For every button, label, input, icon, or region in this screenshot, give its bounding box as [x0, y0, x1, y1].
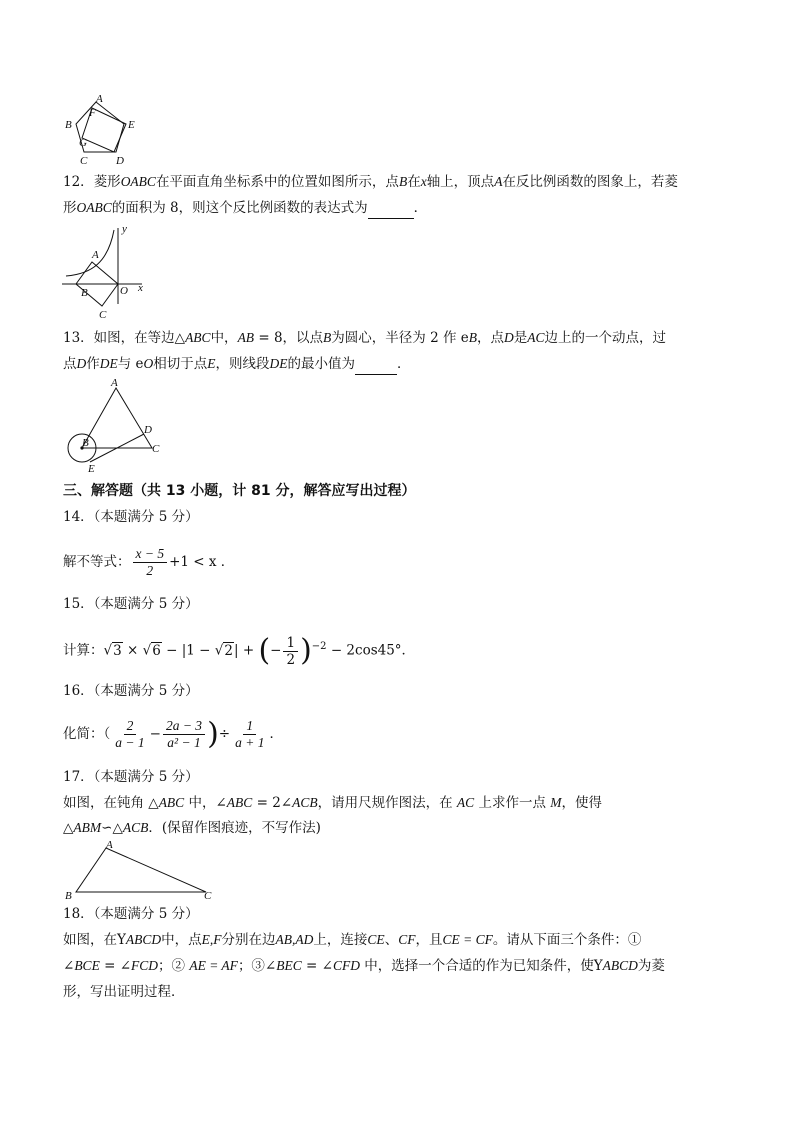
- q16-header: 16．（本题满分 5 分）: [63, 683, 199, 699]
- label-A: A: [96, 94, 103, 105]
- label-G: G: [79, 137, 87, 149]
- label-C: C: [204, 890, 212, 902]
- q13-line2: 点D作DE与 eO相切于点E，则线段DE的最小值为 ．: [63, 354, 411, 375]
- q12-line1: 12．菱形OABC在平面直角坐标系中的位置如图所示，点B在x轴上，顶点A在反比例函数的图象上，若菱: [63, 174, 678, 190]
- label-y: y: [122, 223, 127, 235]
- q14-body: 解不等式： $\frac{x - 5}{2}$ +1 < x ．: [63, 546, 235, 578]
- q18-line3: 形，写出证明过程．: [63, 984, 185, 1000]
- answer-blank[interactable]: [368, 198, 414, 219]
- q18-line1: 如图，在YABCD中，点E,F分别在边AB,AD上，连接CE、CF，且CE = CF。请从下面三个条件：①: [63, 932, 642, 948]
- triangle-circle-figure: [62, 376, 172, 476]
- label-A: A: [106, 839, 113, 851]
- q17-line1: 如图，在钝角 △ABC 中，∠ABC = 2∠ACB，请用尺规作图法，在 AC 上求作一点 M，使得: [63, 795, 602, 811]
- label-x: x: [138, 282, 143, 294]
- label-A: A: [92, 249, 99, 261]
- q12-line2: 形OABC的面积为 8，则这个反比例函数的表达式为 ．: [63, 198, 427, 219]
- q18-line2: ∠BCE = ∠FCD；② AE = AF；③∠BEC = ∠CFD 中，选择一个合适的作为已知条件，使YABCD为菱: [63, 958, 665, 974]
- label-A: A: [111, 377, 118, 389]
- q17-line2: △ABM∽△ACB．(保留作图痕迹，不写作法): [63, 820, 321, 836]
- label-F: F: [89, 107, 96, 119]
- label-C: C: [80, 155, 88, 166]
- label-O: O: [120, 285, 128, 297]
- q16-body: 化简：（ $\frac{2}{a - 1}$ − $\frac{2a - 3}{\text{a² − 1}}$ )÷ $\frac{1}{a + 1}$ ．: [63, 716, 283, 752]
- label-E: E: [88, 463, 95, 475]
- label-C: C: [152, 443, 160, 455]
- label-D: D: [116, 155, 124, 166]
- label-D: D: [144, 424, 152, 436]
- q18-header: 18．（本题满分 5 分）: [63, 906, 199, 922]
- section3-title: 三、解答题（共 13 小题，计 81 分，解答应写出过程）: [63, 483, 416, 499]
- rhombus-figure: [62, 222, 152, 320]
- label-C: C: [99, 309, 107, 320]
- q15-header: 15．（本题满分 5 分）: [63, 596, 199, 612]
- label-E: E: [128, 119, 135, 131]
- q17-header: 17．（本题满分 5 分）: [63, 769, 199, 785]
- label-B: B: [82, 437, 89, 449]
- label-B: B: [81, 287, 88, 299]
- q13-line1: 13．如图，在等边△ABC中，AB = 8，以点B为圆心，半径为 2 作 eB，点D是AC边上的一个动点，过: [63, 330, 667, 346]
- q15-body: 计算：√3 × √6 − |1 − √2| + (− $\frac{1}{2}$ )$^{-2}$ − 2cos45°．: [63, 633, 416, 668]
- pentagon-figure: [62, 94, 142, 166]
- obtuse-triangle-figure: [62, 838, 222, 904]
- q14-header: 14．（本题满分 5 分）: [63, 509, 199, 525]
- label-B: B: [65, 890, 72, 902]
- label-B: B: [65, 119, 72, 131]
- answer-blank[interactable]: [355, 354, 397, 375]
